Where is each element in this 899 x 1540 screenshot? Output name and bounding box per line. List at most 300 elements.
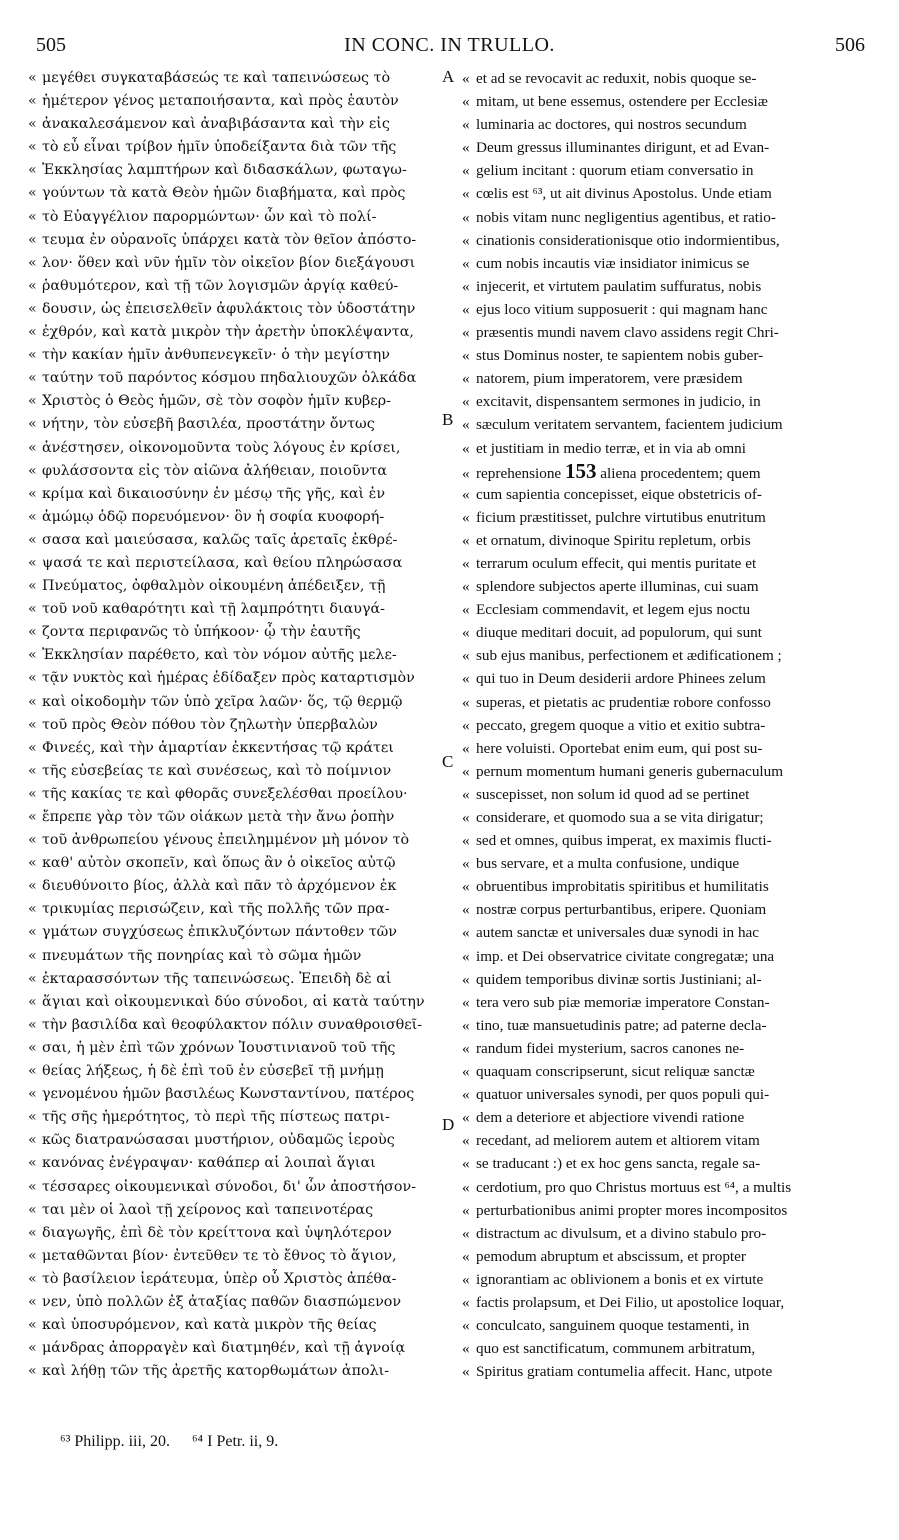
column-number-153: 153 xyxy=(564,459,597,483)
latin-text: Deum gressus illuminantes dirigunt, et ad Evan- xyxy=(476,139,770,157)
quote-mark: « xyxy=(28,716,37,733)
latin-text: pemodum abruptum et abscissum, et propter xyxy=(476,1247,746,1265)
quote-mark: « xyxy=(462,370,470,388)
greek-text: καθ' αὐτὸν σκοπεῖν, καὶ ὅπως ἂν ὁ οἰκεῖος αὐτῷ xyxy=(42,855,396,872)
greek-text: ῥαθυμότερον, καὶ τῇ τῶν λογισμῶν ἀργίᾳ καθεύ- xyxy=(42,277,399,294)
greek-line xyxy=(28,575,446,598)
latin-line xyxy=(462,1176,872,1199)
greek-text: ἀνέστησεν, οἰκονομοῦντα τοὺς λόγους ἐν κρίσει, xyxy=(42,439,401,456)
greek-line xyxy=(28,321,446,344)
latin-text: ejus loco vitium supposuerit : qui magnam hanc xyxy=(476,300,768,318)
latin-line xyxy=(462,1083,872,1106)
quote-mark: « xyxy=(462,231,470,249)
quote-mark: « xyxy=(462,1039,470,1057)
greek-line xyxy=(28,229,446,252)
latin-column xyxy=(462,67,872,1383)
quote-mark: « xyxy=(28,624,37,641)
latin-line xyxy=(462,667,872,690)
greek-line xyxy=(28,437,446,460)
greek-line xyxy=(28,691,446,714)
greek-text: νεν, ὑπὸ πολλῶν ἐξ ἀταξίας παθῶν διασπώμενον xyxy=(42,1293,402,1310)
greek-line xyxy=(28,413,446,436)
greek-line xyxy=(28,1176,446,1199)
quote-mark: « xyxy=(28,693,37,710)
greek-text: κρίμα καὶ δικαιοσύνην ἐν μέσῳ τῆς γῆς, καὶ ἐν xyxy=(42,485,386,502)
latin-line xyxy=(462,1129,872,1152)
greek-line xyxy=(28,898,446,921)
latin-line xyxy=(462,390,872,413)
quote-mark: « xyxy=(462,970,470,988)
quote-mark: « xyxy=(28,1155,37,1172)
greek-text: μεγέθει συγκαταβάσεώς τε καὶ ταπεινώσεως τὸ xyxy=(42,70,391,86)
greek-text: τὸ Εὐαγγέλιον παρορμώντων· ὧν καὶ τὸ πολί- xyxy=(42,208,377,225)
latin-line xyxy=(462,529,872,552)
greek-text: γενομένου ἡμῶν βασιλέως Κωνσταντίνου, πατέρος xyxy=(42,1086,415,1103)
latin-text: sub ejus manibus, perfectionem et ædificationem ; xyxy=(476,647,782,665)
greek-line xyxy=(28,1199,446,1222)
quote-mark: « xyxy=(28,93,37,110)
quote-mark: « xyxy=(462,832,470,850)
quote-mark: « xyxy=(462,1201,470,1219)
quote-mark: « xyxy=(462,785,470,803)
greek-line xyxy=(28,667,446,690)
section-marker-c: C xyxy=(442,752,454,771)
greek-line xyxy=(28,1152,446,1175)
left-page-number: 505 xyxy=(36,34,66,56)
latin-text: qui tuo in Deum desiderii ardore Phinees zelum xyxy=(476,670,766,688)
quote-mark: « xyxy=(462,393,470,411)
quote-mark: « xyxy=(462,70,470,87)
quote-mark: « xyxy=(28,809,37,825)
quote-mark: « xyxy=(462,1340,470,1358)
greek-line xyxy=(28,1291,446,1314)
latin-line xyxy=(462,806,872,829)
greek-line xyxy=(28,714,446,737)
quote-mark: « xyxy=(462,855,470,873)
quote-mark: « xyxy=(462,277,470,295)
quote-mark: « xyxy=(462,1224,470,1242)
greek-text: ἡμέτερον γένος μεταποιήσαντα, καὶ πρὸς ἑαυτὸν xyxy=(42,93,399,110)
quote-mark: « xyxy=(462,1016,470,1034)
quote-mark: « xyxy=(28,70,37,86)
latin-line xyxy=(462,621,872,644)
latin-text: perturbationibus animi propter mores incompositos xyxy=(476,1201,788,1219)
greek-text: Ἐκκλησίας λαμπτήρων καὶ διδασκάλων, φωταγω- xyxy=(42,162,407,179)
greek-text: τὸ βασίλειον ἱεράτευμα, ὑπὲρ οὗ Χριστὸς ἀπέθα- xyxy=(42,1270,397,1287)
quote-mark: « xyxy=(28,1317,37,1334)
quote-mark: « xyxy=(462,254,470,272)
quote-mark: « xyxy=(462,485,470,503)
greek-text: τοῦ νοῦ καθαρότητι καὶ τῇ λαμπρότητι διαυγά- xyxy=(42,601,385,618)
latin-text: autem sanctæ et universales duæ synodi in hac xyxy=(476,924,760,942)
quote-mark: « xyxy=(462,93,470,111)
greek-text: τᾷν νυκτὸς καὶ ἡμέρας ἐδίδαξεν πρὸς καταρτισμὸν xyxy=(42,670,415,687)
greek-line xyxy=(28,1129,446,1152)
latin-text: et justitiam in medio terræ, et in via ab omni xyxy=(476,439,746,457)
latin-line xyxy=(462,598,872,621)
quote-mark: « xyxy=(28,116,37,133)
quote-mark: « xyxy=(28,162,37,179)
latin-text: factis prolapsum, et Dei Filio, ut apostolice loquar, xyxy=(476,1293,785,1311)
quote-mark: « xyxy=(462,324,470,342)
latin-line xyxy=(462,1291,872,1314)
greek-text: ἔπρεπε γὰρ τὸν τῶν οἰάκων μετὰ τὴν ἄνω ῥοπὴν xyxy=(42,809,395,825)
quote-mark: « xyxy=(462,554,470,572)
quote-mark: « xyxy=(462,347,470,365)
quote-mark: « xyxy=(28,1039,37,1056)
latin-line xyxy=(462,413,872,436)
section-marker-b: B xyxy=(442,410,454,429)
quote-mark: « xyxy=(462,531,470,549)
quote-mark: « xyxy=(28,393,37,410)
latin-text: et ad se revocavit ac reduxit, nobis quoque se- xyxy=(476,70,757,87)
greek-line xyxy=(28,1060,446,1083)
quote-mark: « xyxy=(462,162,470,180)
latin-text: nobis vitam nunc negligentius agentibus, et ratio- xyxy=(476,208,776,226)
greek-line xyxy=(28,644,446,667)
quote-mark: « xyxy=(462,439,470,457)
latin-line xyxy=(462,737,872,760)
greek-text: μάνδρας ἀπορραγὲν καὶ διατμηθέν, καὶ τῇ ἀγνοίᾳ xyxy=(42,1340,406,1357)
quote-mark: « xyxy=(28,277,37,294)
quote-mark: « xyxy=(462,300,470,318)
quote-mark: « xyxy=(462,739,470,757)
running-title: IN CONC. IN TRULLO. xyxy=(344,34,555,56)
greek-text: σαι, ἡ μὲν ἐπὶ τῶν χρόνων Ἰουστινιανοῦ τοῦ τῆς xyxy=(42,1039,396,1056)
latin-line xyxy=(462,321,872,344)
greek-text: τευμα ἐν οὐρανοῖς ὑπάρχει κατὰ τὸν θεῖον ἀπόστο- xyxy=(42,231,417,248)
latin-text: cum sapientia concepisset, eique obstetricis of- xyxy=(476,485,762,503)
latin-text: Spiritus gratiam contumelia affecit. Hanc, utpote xyxy=(476,1363,773,1381)
greek-text: διαγωγῆς, ἐπὶ δὲ τὸν κρείττονα καὶ ὑψηλότερον xyxy=(42,1224,392,1241)
quote-mark: « xyxy=(462,901,470,919)
greek-text: τῆς εὐσεβείας τε καὶ συνέσεως, καὶ τὸ ποίμνιον xyxy=(42,762,392,779)
quote-mark: « xyxy=(462,947,470,965)
greek-text: μεταθῶνται βίον· ἐντεῦθεν τε τὸ ἔθνος τὸ ἅγιον, xyxy=(42,1247,397,1264)
latin-line xyxy=(462,1268,872,1291)
quote-mark: « xyxy=(28,1178,37,1195)
quote-mark: « xyxy=(28,1247,37,1264)
quote-mark: « xyxy=(462,624,470,642)
greek-line xyxy=(28,1014,446,1037)
quote-mark: « xyxy=(28,370,37,387)
quote-mark: « xyxy=(28,601,37,618)
quote-mark: « xyxy=(28,647,37,664)
quote-mark: « xyxy=(28,1363,37,1380)
quote-mark: « xyxy=(462,647,470,665)
greek-text: νήτην, τὸν εὐσεβῆ βασιλέα, προστάτην ὄντως xyxy=(42,416,375,433)
greek-text: κανόνας ἐνέγραψαν· καθάπερ αἱ λοιπαὶ ἅγιαι xyxy=(42,1155,376,1172)
latin-text: excitavit, dispensantem sermones in judicio, in xyxy=(476,393,761,411)
quote-mark: « xyxy=(462,601,470,619)
greek-line xyxy=(28,252,446,275)
latin-line xyxy=(462,921,872,944)
greek-text: τὴν βασιλίδα καὶ θεοφύλακτον πόλιν συναθροισθεῖ- xyxy=(42,1016,423,1033)
greek-line xyxy=(28,852,446,875)
greek-text: κῶς διατρανώσασαι μυστήριον, οὐδαμῶς ἱεροὺς xyxy=(42,1132,395,1149)
quote-mark: « xyxy=(28,324,37,341)
quote-mark: « xyxy=(462,1086,470,1104)
latin-text: randum fidei mysterium, sacros canones ne- xyxy=(476,1039,745,1057)
greek-text: Πνεύματος, ὀφθαλμὸν οἰκουμένη ἀπέδειξεν, τῇ xyxy=(42,578,386,595)
greek-line xyxy=(28,829,446,852)
greek-text: σασα καὶ μαιεύσασα, καλῶς ταῖς ἀρεταῖς ἐκθρέ- xyxy=(42,531,398,548)
quote-mark: « xyxy=(28,947,37,964)
greek-line xyxy=(28,460,446,483)
section-marker-d: D xyxy=(442,1115,455,1134)
quote-mark: « xyxy=(28,531,37,548)
greek-text: πνευμάτων τῆς πονηρίας καὶ τὸ σῶμα ἡμῶν xyxy=(42,947,362,964)
quote-mark: « xyxy=(28,578,37,595)
greek-line xyxy=(28,991,446,1014)
greek-line xyxy=(28,806,446,829)
greek-text: τοῦ ἀνθρωπείου γένους ἐπειλημμένον μὴ μόνον τὸ xyxy=(42,832,410,849)
quote-mark: « xyxy=(462,762,470,780)
footnotes xyxy=(60,1433,296,1451)
greek-line xyxy=(28,182,446,205)
greek-line xyxy=(28,390,446,413)
quote-mark: « xyxy=(28,762,37,779)
latin-text: luminaria ac doctores, qui nostros secundum xyxy=(476,116,747,134)
quote-mark: « xyxy=(462,878,470,896)
latin-text: injecerit, et virtutem paulatim suffuratus, nobis xyxy=(476,277,762,295)
greek-line xyxy=(28,136,446,159)
latin-line xyxy=(462,852,872,875)
quote-mark: « xyxy=(462,1109,470,1127)
latin-line xyxy=(462,691,872,714)
latin-line xyxy=(462,90,872,113)
latin-line xyxy=(462,968,872,991)
greek-text: θείας λήξεως, ἡ δὲ ἐπὶ τοῦ ἐν εὐσεβεῖ τῇ μνήμῃ xyxy=(42,1063,384,1080)
quote-mark: « xyxy=(28,785,37,802)
latin-text: suscepisset, non solum id quod ad se pertinet xyxy=(476,785,750,803)
latin-line xyxy=(462,783,872,806)
latin-text: conculcato, sanguinem quoque testamenti, in xyxy=(476,1317,750,1335)
quote-mark: « xyxy=(28,347,37,364)
quote-mark: « xyxy=(462,670,470,688)
latin-line xyxy=(462,483,872,506)
quote-mark: « xyxy=(28,208,37,225)
quote-mark: « xyxy=(462,1132,470,1150)
latin-line xyxy=(462,1245,872,1268)
latin-line xyxy=(462,1037,872,1060)
latin-text: quatuor universales synodi, per quos populi qui- xyxy=(476,1086,770,1104)
greek-text: ἐχθρόν, καὶ κατὰ μικρὸν τὴν ἀρετὴν ὑποκλέψαντα, xyxy=(42,324,414,341)
greek-text: δουσιν, ὡς ἐπεισελθεῖν ἀφυλάκτοις τὸν ὑδοστάτην xyxy=(42,300,416,317)
quote-mark: « xyxy=(28,416,37,433)
greek-line xyxy=(28,875,446,898)
greek-text: τὸ εὖ εἶναι τρίβον ἡμῖν ὑποδείξαντα διὰ τῶν τῆς xyxy=(42,139,397,156)
quote-mark: « xyxy=(28,462,37,479)
latin-line xyxy=(462,275,872,298)
quote-mark: « xyxy=(462,1063,470,1081)
latin-text: considerare, et quomodo sua a se vita dirigatur; xyxy=(476,809,764,826)
greek-text: Ἐκκλησίαν παρέθετο, καὶ τὸν νόμον αὐτῆς μελε- xyxy=(42,647,397,664)
latin-text: se traducant :) et ex hoc gens sancta, regale sa- xyxy=(476,1155,761,1173)
greek-line xyxy=(28,737,446,760)
latin-line xyxy=(462,1014,872,1037)
latin-text: reprehensione 153 aliena procedentem; quem xyxy=(476,459,761,483)
greek-line xyxy=(28,344,446,367)
latin-text: stus Dominus noster, te sapientem nobis guber- xyxy=(476,347,764,365)
greek-line xyxy=(28,275,446,298)
quote-mark: « xyxy=(28,1086,37,1103)
greek-text: ται μὲν οἱ λαοὶ τῇ χείρονος καὶ ταπεινοτέρας xyxy=(42,1201,374,1218)
quote-mark: « xyxy=(462,1293,470,1311)
quote-mark: « xyxy=(462,416,470,434)
greek-text: τῆς σῆς ἡμερότητος, τὸ περὶ τῆς πίστεως πατρι- xyxy=(42,1109,390,1126)
greek-text: τρικυμίας περισώζειν, καὶ τῆς πολλῆς τῶν πρα- xyxy=(42,901,390,918)
greek-line xyxy=(28,113,446,136)
latin-text: ficium præstitisset, pulchre virtutibus enutritum xyxy=(476,508,766,526)
latin-text: sæculum veritatem servantem, facientem judicium xyxy=(476,416,783,434)
greek-line xyxy=(28,298,446,321)
greek-line xyxy=(28,552,446,575)
latin-line xyxy=(462,714,872,737)
quote-mark: « xyxy=(462,1317,470,1335)
latin-text: cœlis est ⁶³, ut ait divinus Apostolus. Unde etiam xyxy=(476,185,772,203)
quote-mark: « xyxy=(28,439,37,456)
quote-mark: « xyxy=(28,554,37,571)
quote-mark: « xyxy=(28,1340,37,1357)
quote-mark: « xyxy=(28,231,37,248)
latin-text: dem a deteriore et abjectiore vivendi ratione xyxy=(476,1109,745,1127)
greek-line xyxy=(28,598,446,621)
latin-text: præsentis mundi navem clavo assidens regit Chri- xyxy=(476,324,779,342)
latin-line xyxy=(462,1106,872,1129)
latin-line xyxy=(462,506,872,529)
quote-mark: « xyxy=(28,508,37,525)
quote-mark: « xyxy=(462,1270,470,1288)
quote-mark: « xyxy=(28,1016,37,1033)
latin-line xyxy=(462,1360,872,1383)
quote-mark: « xyxy=(28,901,37,918)
right-page-number: 506 xyxy=(835,34,865,56)
latin-line xyxy=(462,344,872,367)
quote-mark: « xyxy=(28,993,37,1010)
latin-text: sed et omnes, quibus imperat, ex maximis flucti- xyxy=(476,832,772,850)
latin-line xyxy=(462,113,872,136)
latin-line xyxy=(462,1060,872,1083)
quote-mark: « xyxy=(28,485,37,502)
quote-mark: « xyxy=(462,508,470,526)
greek-line xyxy=(28,1268,446,1291)
greek-text: Χριστὸς ὁ Θεὸς ἡμῶν, σὲ τὸν σοφὸν ἡμῖν κυβερ- xyxy=(42,393,391,410)
latin-text: distractum ac divulsum, et a divino stabulo pro- xyxy=(476,1224,767,1242)
latin-line xyxy=(462,1152,872,1175)
latin-line xyxy=(462,898,872,921)
quote-mark: « xyxy=(462,1247,470,1265)
greek-line xyxy=(28,529,446,552)
quote-mark: « xyxy=(28,300,37,317)
quote-mark: « xyxy=(28,970,37,987)
quote-mark: « xyxy=(28,1201,37,1218)
greek-text: καὶ ὑποσυρόμενον, καὶ κατὰ μικρὸν τῆς θείας xyxy=(42,1317,377,1334)
quote-mark: « xyxy=(462,1363,470,1381)
greek-text: ἀμώμῳ ὁδῷ πορευόμενον· ὃν ἡ σοφία κυοφορή- xyxy=(42,508,385,525)
greek-line xyxy=(28,1245,446,1268)
latin-line xyxy=(462,760,872,783)
latin-line xyxy=(462,575,872,598)
latin-line xyxy=(462,1337,872,1360)
quote-mark: « xyxy=(28,924,37,941)
latin-line xyxy=(462,1222,872,1245)
greek-line xyxy=(28,67,446,90)
greek-line xyxy=(28,1083,446,1106)
greek-line xyxy=(28,483,446,506)
latin-text: nostræ corpus perturbantibus, eripere. Quoniam xyxy=(476,901,767,919)
latin-text: tino, tuæ mansuetudinis patre; ad paterne decla- xyxy=(476,1016,767,1034)
latin-text: natorem, pium imperatorem, vere præsidem xyxy=(476,370,743,388)
latin-text: obruentibus improbitatis spiritibus et humilitatis xyxy=(476,878,769,896)
latin-text: cinationis considerationisque otio indormientibus, xyxy=(476,231,780,249)
latin-text: quidem temporibus divinæ sortis Justiniani; al- xyxy=(476,970,762,988)
greek-text: Φινεές, καὶ τὴν ἁμαρτίαν ἐκκεντήσας τῷ κράτει xyxy=(42,739,394,756)
quote-mark: « xyxy=(462,716,470,734)
greek-column xyxy=(28,67,446,1383)
quote-mark: « xyxy=(462,1178,470,1196)
latin-text: Ecclesiam commendavit, et legem ejus noctu xyxy=(476,601,751,619)
latin-text: cerdotium, pro quo Christus mortuus est ⁶⁴, a multis xyxy=(476,1178,792,1196)
quote-mark: « xyxy=(462,185,470,203)
greek-text: ἐκταρασσόντων τῆς ταπεινώσεως. Ἐπειδὴ δὲ αἱ xyxy=(42,970,392,987)
latin-text: recedant, ad meliorem autem et altiorem vitam xyxy=(476,1132,760,1150)
quote-mark: « xyxy=(462,464,470,482)
quote-mark: « xyxy=(462,139,470,157)
latin-line xyxy=(462,206,872,229)
latin-line xyxy=(462,644,872,667)
latin-text: diuque meditari docuit, ad populorum, qui sunt xyxy=(476,624,762,642)
latin-line xyxy=(462,552,872,575)
latin-line xyxy=(462,437,872,460)
greek-line xyxy=(28,1222,446,1245)
latin-line xyxy=(462,182,872,205)
latin-line xyxy=(462,298,872,321)
greek-text: ψασά τε καὶ περιστείλασα, καὶ θείου πληρώσασα xyxy=(42,554,403,571)
latin-line xyxy=(462,136,872,159)
latin-line xyxy=(462,367,872,390)
greek-text: καὶ λήθῃ τῶν τῆς ἀρετῆς κατορθωμάτων ἀπολι- xyxy=(42,1363,390,1380)
quote-mark: « xyxy=(28,1293,37,1310)
latin-text: imp. et Dei observatrice civitate congregatæ; una xyxy=(476,947,775,965)
latin-text: peccato, gregem quoque a vitio et exitio subtra- xyxy=(476,716,766,734)
latin-line xyxy=(462,67,872,90)
quote-mark: « xyxy=(28,139,37,156)
greek-text: λον· ὅθεν καὶ νῦν ἡμῖν τὸν οἰκεῖον βίον διεξάγουσι xyxy=(42,254,416,271)
latin-text: splendore subjectos aperte illuminas, cui suam xyxy=(476,578,759,596)
quote-mark: « xyxy=(28,855,37,872)
quote-mark: « xyxy=(462,809,470,826)
quote-mark: « xyxy=(28,185,37,202)
footnote-64: ⁶⁴ I Petr. ii, 9. xyxy=(191,1433,279,1450)
greek-text: ἅγιαι καὶ οἰκουμενικαὶ δύο σύνοδοι, αἱ κατὰ ταύτην xyxy=(42,993,425,1010)
quote-mark: « xyxy=(28,254,37,271)
latin-text: bus servare, et a multa confusione, undique xyxy=(476,855,740,873)
latin-line xyxy=(462,159,872,182)
greek-line xyxy=(28,783,446,806)
latin-text: terrarum oculum effecit, qui mentis puritate et xyxy=(476,554,757,572)
greek-line xyxy=(28,1106,446,1129)
latin-line xyxy=(462,945,872,968)
greek-line xyxy=(28,945,446,968)
latin-line xyxy=(462,1314,872,1337)
latin-line xyxy=(462,991,872,1014)
greek-text: γμάτων συγχύσεως ἐπικλυζόντων πάντοθεν τῶν xyxy=(42,924,397,941)
greek-text: ζοντα περιφανῶς τὸ ὑπήκοον· ᾧ τὴν ἑαυτῆς xyxy=(42,624,361,641)
greek-text: διευθύνοιτο βίος, ἀλλὰ καὶ πᾶν τὸ ἀρχόμενον ἐκ xyxy=(42,878,397,895)
footnote-63: ⁶³ Philipp. iii, 20. xyxy=(60,1433,170,1450)
greek-text: καὶ οἰκοδομὴν τῶν ὑπὸ χεῖρα λαῶν· ὅς, τῷ θερμῷ xyxy=(42,693,403,710)
